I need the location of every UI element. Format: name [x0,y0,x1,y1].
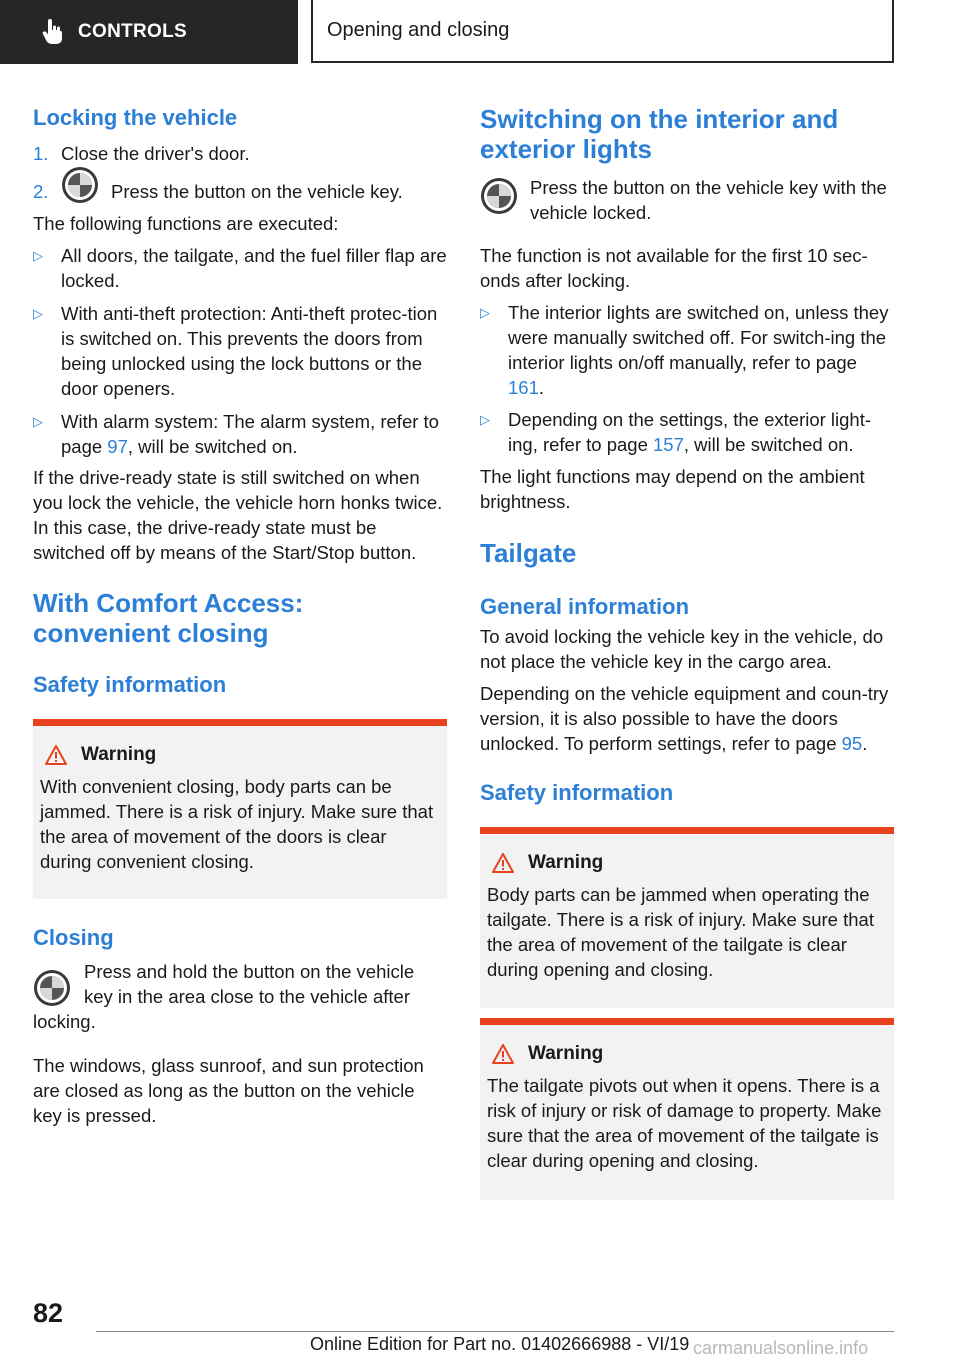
warning-header [40,744,439,766]
step-2 [33,178,447,204]
hand-pointer-icon [42,19,64,45]
bullet-text-part: . [538,377,545,398]
lights-key-paragraph [480,175,894,225]
bullet-text [61,409,447,459]
bullet-item [33,243,447,293]
page-title: Opening and closing [327,19,510,41]
vehicle-key-button-icon [61,166,99,204]
page-link[interactable]: 97 [107,436,128,457]
bullet-text-part: With alarm system: The alarm system, refer to page [61,411,439,457]
general-text: To avoid locking the vehicle key in the vehicle, do not place the vehicle key in the cargo area. [480,626,884,672]
locking-heading: Locking the vehicle [33,105,238,130]
triangle-bullet-icon: ▷ [480,412,490,427]
step-number: 1. [33,143,49,164]
page-number: 82 [33,1298,64,1328]
triangle-bullet-icon: ▷ [33,248,43,263]
drive-ready-text: If the drive-ready state is still switched on when you lock the vehicle, the vehicle horn honks twice. In this case, the drive-ready state must be switched off by means of the Start/Stop button. [33,467,443,563]
bullet-text: All doors, the tailgate, and the fuel filler flap are locked. [61,245,447,291]
page-link[interactable]: 157 [653,434,684,455]
depending-text-part: . [862,733,868,754]
page-header [311,0,894,63]
lights-heading [480,104,894,164]
vehicle-key-button-icon [480,177,518,215]
warning-text: With convenient closing, body parts can be jammed. There is a risk of injury. Make sure that the area of movement of the doors is clear during convenient closing. [40,776,434,872]
right-column [480,100,894,1200]
following-text: The following functions are executed: [33,213,339,234]
triangle-bullet-icon: ▷ [480,305,490,320]
warning-header [487,852,886,874]
bullet-item [480,300,894,400]
general-heading: General information [480,594,690,619]
depending-text [480,681,894,756]
section-label: CONTROLS [78,21,188,42]
warning-text: Body parts can be jammed when operating the tailgate. There is a risk of injury. Make sure that the area of movement of the tailgate is clear during opening and closing. [487,884,874,980]
warning-header [487,1043,886,1065]
triangle-bullet-icon: ▷ [33,414,43,429]
safety-heading: Safety information [33,672,227,697]
closing-heading: Closing [33,925,114,950]
left-column [33,100,447,1128]
step-text: Press the button on the vehicle key. [111,180,403,202]
bullet-item [480,407,894,457]
bullet-item [33,301,447,401]
warning-box [480,1018,894,1200]
lights-heading-line: Switching on the interior and [480,104,839,134]
bullet-text-part: , will be switched on. [683,434,854,455]
warning-label: Warning [81,744,157,765]
bullet-text-part: , will be switched on. [127,436,298,457]
tailgate-heading: Tailgate [480,538,577,568]
comfort-heading-line: convenient closing [33,618,269,648]
depending-text-part: Depending on the vehicle equipment and coun-try version, it is also possible to have the doors unlocked. To perform settings, refer to page [480,683,889,754]
lights-key-text: Press the button on the vehicle key with the vehicle locked. [530,177,887,223]
warning-text: The tailgate pivots out when it opens. There is a risk of injury or risk of damage to property. Make sure that the area of movement of the tailgate is clear during opening and closing. [487,1075,882,1171]
warning-box [480,827,894,1008]
bullet-text: With anti-theft protection: Anti-theft protec-tion is switched on. This prevents the doors from being unlocked using the lock buttons or the door openers. [61,303,438,399]
footer-divider [96,1331,894,1332]
step-1 [33,141,447,166]
bullet-item [33,409,447,459]
step-text: Close the driver's door. [61,143,250,164]
warning-triangle-icon [492,1044,514,1064]
safety-heading-right: Safety information [480,780,674,805]
closing-paragraph [33,959,447,1034]
vehicle-key-button-icon [33,969,71,1007]
not-available-text: The function is not available for the first 10 sec-onds after locking. [480,245,868,291]
warning-box [33,719,447,899]
lights-heading-line: exterior lights [480,134,652,164]
warning-label: Warning [528,1043,604,1064]
bullet-text [508,300,894,400]
bullet-text-part: Depending on the settings, the exterior light-ing, refer to page [508,409,872,455]
bullet-text [508,407,894,457]
closing-text: Press and hold the button on the vehicle key in the area close to the vehicle after locking. [33,961,415,1032]
warning-triangle-icon [45,745,67,765]
warning-triangle-icon [492,853,514,873]
triangle-bullet-icon: ▷ [33,306,43,321]
section-tab [0,0,298,64]
watermark-text: carmanualsonline.info [693,1338,869,1358]
warning-label: Warning [528,852,604,873]
comfort-heading [33,588,447,648]
windows-text: The windows, glass sunroof, and sun protection are closed as long as the button on the vehicle key is pressed. [33,1055,424,1126]
edition-text: Online Edition for Part no. 01402666988 - VI/19 [310,1334,690,1354]
page-link[interactable]: 161 [508,377,539,398]
page-link[interactable]: 95 [841,733,863,754]
ambient-text: The light functions may depend on the ambient brightness. [480,466,865,512]
step-number: 2. [33,180,49,202]
bullet-text-part: The interior lights are switched on, unless they were manually switched off. For switch-ing the interior lights on/off manually, refer to page [508,302,889,373]
comfort-heading-line: With Comfort Access: [33,588,304,618]
